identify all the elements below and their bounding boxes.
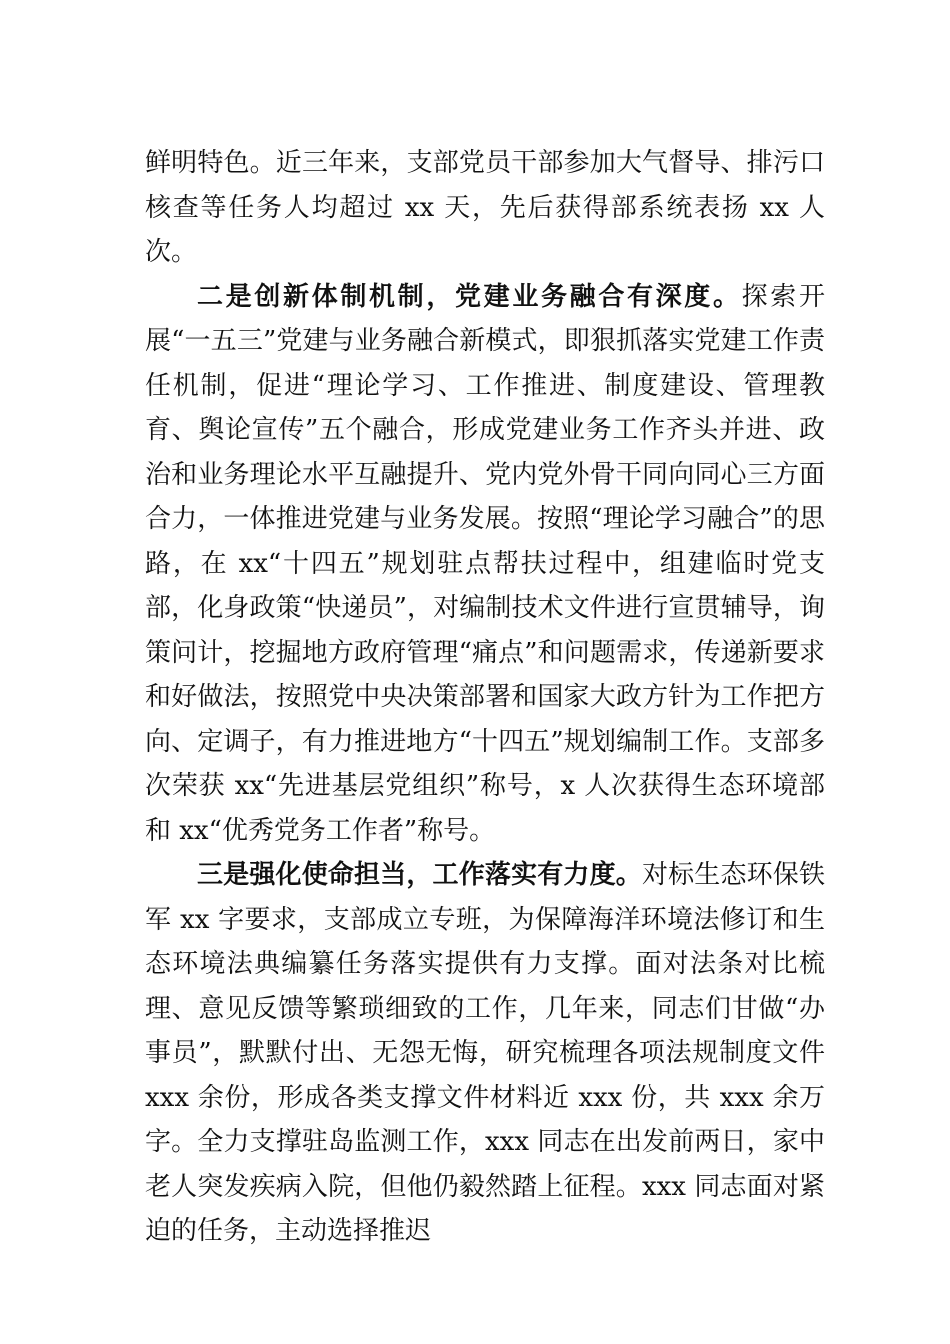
paragraph-3 <box>145 853 825 1254</box>
paragraph-2-text: 探索开展“一五三”党建与业务融合新模式，即狠抓落实党建工作责任机制，促进“理论学习、工作推进、制度建设、管理教育、舆论宣传”五个融合，形成党建业务工作齐头并进、政治和业务理论水平互融提升、党内党外骨干同向同心三方面合力，一体推进党建与业务发展。按照“理论学习融合”的思路，在 xx“十四五”规划驻点帮扶过程中，组建临时党支部，化身政策“快递员”，对编制技术文件进行宣贯辅导，询策问计，挖掘地方政府管理“痛点”和问题需求，传递新要求和好做法，按照党中央决策部署和国家大政方针为工作把方向、定调子，有力推进地方“十四五”规划编制工作。支部多次荣获 xx“先进基层党组织”称号，x 人次获得生态环境部和 xx“优秀党务工作者”称号。 <box>145 281 825 846</box>
paragraph-2 <box>145 275 825 854</box>
paragraph-1-text: 鲜明特色。近三年来，支部党员干部参加大气督导、排污口核查等任务人均超过 xx 天，先后获得部系统表扬 xx 人次。 <box>145 148 825 267</box>
paragraph-1 <box>145 141 825 275</box>
paragraph-2-lead: 二是创新体制机制，党建业务融合有深度。 <box>197 281 742 312</box>
paragraph-3-text: 对标生态环保铁军 xx 字要求，支部成立专班，为保障海洋环境法修订和生态环境法典编纂任务落实提供有力支撑。面对法条对比梳理、意见反馈等繁琐细致的工作，几年来，同志们甘做“办事员”，默默付出、无怨无悔，研究梳理各项法规制度文件 xxx 余份，形成各类支撑文件材料近 xxx 份，共 xxx 余万字。全力支撑驻岛监测工作，xxx 同志在出发前两日，家中老人突发疾病入院，但他仍毅然踏上征程。xxx 同志面对紧迫的任务，主动选择推迟 <box>145 860 825 1246</box>
document-page <box>145 141 825 1254</box>
paragraph-3-lead: 三是强化使命担当，工作落实有力度。 <box>197 860 642 890</box>
